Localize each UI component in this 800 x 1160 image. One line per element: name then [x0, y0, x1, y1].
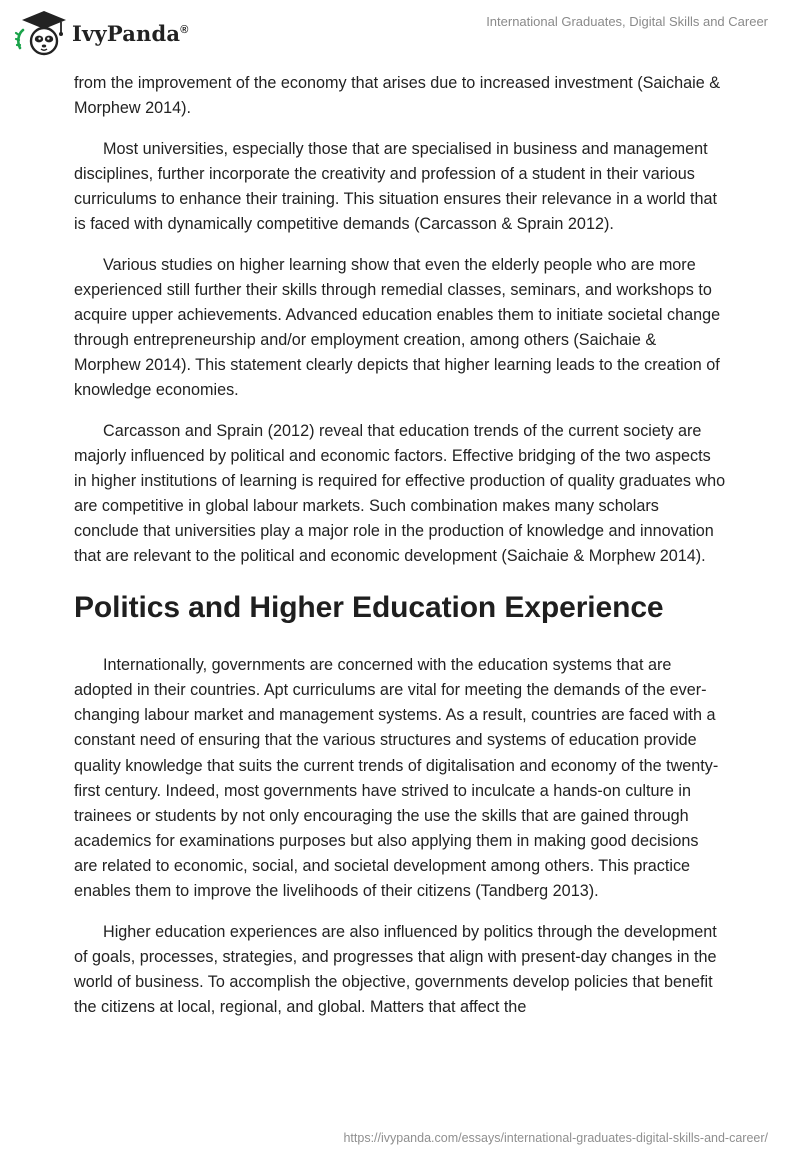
document-title: International Graduates, Digital Skills and Career [486, 14, 768, 29]
logo-wordmark [72, 21, 189, 46]
paragraph-continued: from the improvement of the economy that arises due to increased investment (Saichaie & Morphew 2014). [74, 74, 721, 118]
page-header [0, 0, 800, 66]
source-url-link[interactable]: https://ivypanda.com/essays/international-graduates-digital-skills-and-career/ [343, 1131, 768, 1145]
paragraph: Carcasson and Sprain (2012) reveal that education trends of the current society are majorly influenced by political and economic factors. Effective bridging of the two aspects in higher institutions of learning is required for effective production of quality graduates who are competitive in global labour markets. Such combination makes many scholars conclude that universities play a major role in the production of knowledge and innovation that are relevant to the political and economic development (Saichaie & Morphew 2014). [74, 421, 726, 566]
logo-name: IvyPanda [72, 20, 181, 46]
paragraph: Higher education experiences are also influenced by politics through the development of goals, processes, strategies, and progresses that align with present-day changes in the world of business. To accomplish the objective, governments develop policies that benefit the citizens at local, regional, and global. Matters that affect the [74, 922, 717, 1016]
section-heading: Politics and Higher Education Experience [74, 591, 664, 625]
essay-content [74, 71, 726, 1036]
paragraph: Most universities, especially those that are specialised in business and management disciplines, further incorporate the creativity and profession of a student in their various curriculums to enhance their training. This situation ensures their relevance in a world that is faced with dynamically competitive demands (Carcasson & Sprain 2012). [74, 139, 718, 233]
paragraph: Various studies on higher learning show that even the elderly people who are more experienced still further their skills through remedial classes, seminars, and workshops to acquire upper achievements. Advanced education enables them to initiate societal change through entrepreneurship and/or employment creation, among others (Saichaie & Morphew 2014). This statement clearly depicts that higher learning leads to the creation of knowledge economies. [74, 255, 721, 400]
ivypanda-logo[interactable] [14, 8, 189, 58]
registered-mark: ® [180, 23, 189, 36]
panda-graduate-icon [14, 8, 66, 58]
paragraph: Internationally, governments are concerned with the education systems that are adopted in their countries. Apt curriculums are vital for meeting the demands of the ever-changing labour market and management systems. As a result, countries are faced with a constant need of ensuring that the various structures and systems of education provide quality knowledge that suits the current trends of digitalisation and economy of the twenty-first century. Indeed, most governments have strived to inculcate a hands-on culture in trainees or students by not only encouraging the use the skills that are gained through academics for examinations purposes but also applying them in making good decisions are related to economic, social, and societal development among others. This practice enables them to improve the livelihoods of their citizens (Tandberg 2013). [74, 656, 719, 901]
